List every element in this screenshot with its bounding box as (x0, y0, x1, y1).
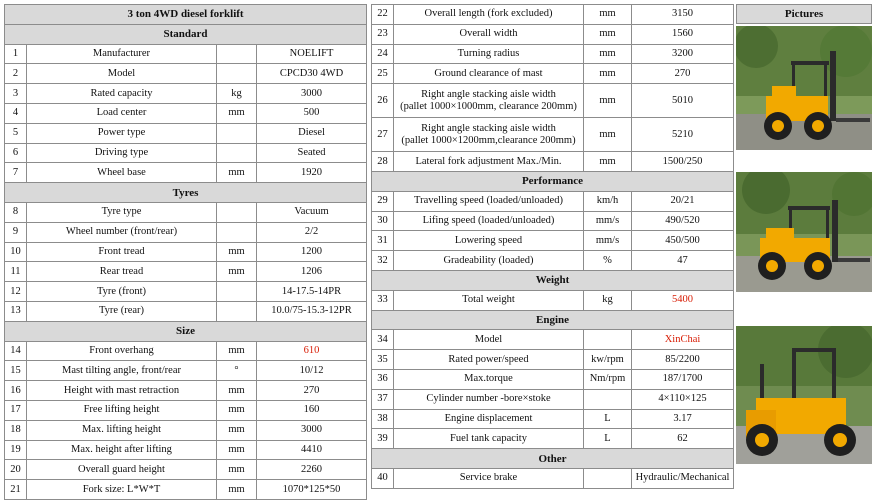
row-item: Rated power/speed (394, 350, 584, 370)
row-no: 18 (5, 420, 27, 440)
table-row (5, 242, 367, 262)
row-item: Service brake (394, 468, 584, 488)
row-no: 27 (372, 118, 394, 152)
row-unit: mm (217, 103, 257, 123)
row-unit: mm (217, 341, 257, 361)
row-unit: mm (584, 5, 632, 25)
row-value: 14-17.5-14PR (257, 282, 367, 302)
row-value: NOELIFT (257, 44, 367, 64)
row-no: 37 (372, 389, 394, 409)
row-value-highlight: XinChai (632, 330, 734, 350)
row-value: 1560 (632, 24, 734, 44)
table-row (372, 330, 734, 350)
row-value: 270 (257, 381, 367, 401)
row-unit: kg (584, 290, 632, 310)
row-no: 36 (372, 369, 394, 389)
row-item: Power type (27, 123, 217, 143)
row-item: Total weight (394, 290, 584, 310)
row-item-line1: Right angle stacking aisle width (421, 122, 556, 134)
row-unit (584, 468, 632, 488)
forklift-rear-view-icon (736, 326, 872, 464)
row-unit: ° (217, 361, 257, 381)
table-row (372, 84, 734, 118)
row-value: 3200 (632, 44, 734, 64)
table-row (372, 290, 734, 310)
row-unit: mm (217, 460, 257, 480)
table-row (372, 389, 734, 409)
row-no: 3 (5, 84, 27, 104)
row-item: Engine displacement (394, 409, 584, 429)
table-row (5, 460, 367, 480)
row-item: Wheel number (front/rear) (27, 222, 217, 242)
section-engine: Engine (372, 310, 734, 330)
forklift-photo-1 (736, 26, 872, 150)
row-value: 4×110×125 (632, 389, 734, 409)
section-size: Size (5, 321, 367, 341)
row-unit: mm (217, 163, 257, 183)
row-unit: kw/rpm (584, 350, 632, 370)
section-other: Other (372, 449, 734, 469)
row-item: Tyre (front) (27, 282, 217, 302)
row-unit: mm (217, 420, 257, 440)
row-no: 32 (372, 251, 394, 271)
row-value: 450/500 (632, 231, 734, 251)
row-unit: mm (584, 64, 632, 84)
row-value: 2260 (257, 460, 367, 480)
row-unit: mm (584, 84, 632, 118)
table-row (5, 440, 367, 460)
spec-table-left (4, 4, 367, 500)
row-value-highlight: 5400 (632, 290, 734, 310)
row-value: 10.0/75-15.3-12PR (257, 301, 367, 321)
row-no: 28 (372, 152, 394, 172)
row-item: Tyre type (27, 202, 217, 222)
spec-table-right (371, 4, 734, 489)
row-unit: kg (217, 84, 257, 104)
row-value: 20/21 (632, 191, 734, 211)
table-row (372, 409, 734, 429)
row-no: 10 (5, 242, 27, 262)
table-row (372, 5, 734, 25)
row-value: CPCD30 4WD (257, 64, 367, 84)
row-value: 85/2200 (632, 350, 734, 370)
row-value: 10/12 (257, 361, 367, 381)
table-row (5, 361, 367, 381)
row-unit: mm (584, 118, 632, 152)
table-row (372, 24, 734, 44)
row-no: 24 (372, 44, 394, 64)
table-row (372, 191, 734, 211)
row-item-line1: Right angle stacking aisle width (421, 88, 556, 100)
row-no: 8 (5, 202, 27, 222)
forklift-photo-3 (736, 326, 872, 464)
row-value-highlight: 610 (257, 341, 367, 361)
row-value: 2/2 (257, 222, 367, 242)
row-item: Lifing speed (loaded/unloaded) (394, 211, 584, 231)
row-value: Diesel (257, 123, 367, 143)
table-row (5, 123, 367, 143)
row-item: Max.torque (394, 369, 584, 389)
table-row (5, 44, 367, 64)
table-title-row (5, 5, 367, 25)
section-tyres: Tyres (5, 183, 367, 203)
row-item: Driving type (27, 143, 217, 163)
forklift-photo-2 (736, 172, 872, 292)
row-no: 33 (372, 290, 394, 310)
row-item: Model (394, 330, 584, 350)
row-item: Overall length (fork excluded) (394, 5, 584, 25)
table-row (5, 420, 367, 440)
row-item: Lateral fork adjustment Max./Min. (394, 152, 584, 172)
table-row (5, 262, 367, 282)
row-value: 3.17 (632, 409, 734, 429)
row-no: 25 (372, 64, 394, 84)
row-value: 490/520 (632, 211, 734, 231)
row-unit: mm (217, 262, 257, 282)
row-item: Rated capacity (27, 84, 217, 104)
row-unit: L (584, 429, 632, 449)
row-item: Front overhang (27, 341, 217, 361)
row-item: Travelling speed (loaded/unloaded) (394, 191, 584, 211)
row-unit (217, 282, 257, 302)
row-item: Fork size: L*W*T (27, 480, 217, 500)
row-item: Max. lifting height (27, 420, 217, 440)
row-item: Rear tread (27, 262, 217, 282)
row-no: 4 (5, 103, 27, 123)
table-row (372, 350, 734, 370)
row-value: 1206 (257, 262, 367, 282)
row-unit: Nm/rpm (584, 369, 632, 389)
table-row (5, 282, 367, 302)
table-row (5, 202, 367, 222)
row-value: 3150 (632, 5, 734, 25)
row-no: 7 (5, 163, 27, 183)
row-no: 35 (372, 350, 394, 370)
row-no: 16 (5, 381, 27, 401)
table-row (372, 429, 734, 449)
row-value: 62 (632, 429, 734, 449)
row-item: Wheel base (27, 163, 217, 183)
row-unit: mm (584, 44, 632, 64)
table-row (5, 143, 367, 163)
table-row (5, 341, 367, 361)
row-unit: mm (584, 152, 632, 172)
row-no: 20 (5, 460, 27, 480)
section-row (5, 24, 367, 44)
row-value: Seated (257, 143, 367, 163)
forklift-front-angle-icon (736, 172, 872, 292)
row-unit (217, 44, 257, 64)
row-value: 187/1700 (632, 369, 734, 389)
table-row (5, 64, 367, 84)
row-no: 9 (5, 222, 27, 242)
row-no: 29 (372, 191, 394, 211)
section-weight: Weight (372, 270, 734, 290)
row-unit (217, 301, 257, 321)
row-no: 34 (372, 330, 394, 350)
row-unit: mm (217, 480, 257, 500)
row-unit (584, 389, 632, 409)
row-item: Front tread (27, 242, 217, 262)
row-unit (217, 222, 257, 242)
row-no: 31 (372, 231, 394, 251)
row-value: 1500/250 (632, 152, 734, 172)
row-no: 30 (372, 211, 394, 231)
row-unit: mm/s (584, 211, 632, 231)
row-item: Overall width (394, 24, 584, 44)
row-no: 21 (5, 480, 27, 500)
row-item: Free lifting height (27, 400, 217, 420)
row-unit: mm (217, 242, 257, 262)
row-value: 4410 (257, 440, 367, 460)
section-performance: Performance (372, 171, 734, 191)
table-row (5, 163, 367, 183)
row-unit: mm (217, 400, 257, 420)
row-unit (584, 330, 632, 350)
table-row (5, 103, 367, 123)
table-row (372, 44, 734, 64)
table-row (5, 381, 367, 401)
row-no: 5 (5, 123, 27, 143)
row-no: 12 (5, 282, 27, 302)
table-row (5, 480, 367, 500)
row-no: 17 (5, 400, 27, 420)
section-standard: Standard (5, 24, 367, 44)
row-no: 15 (5, 361, 27, 381)
row-value: 3000 (257, 84, 367, 104)
row-value: 5010 (632, 84, 734, 118)
table-row (372, 369, 734, 389)
row-unit: mm (217, 440, 257, 460)
row-value: 3000 (257, 420, 367, 440)
row-unit (217, 64, 257, 84)
row-item: Lowering speed (394, 231, 584, 251)
forklift-side-view-icon (736, 26, 872, 150)
table-row (5, 84, 367, 104)
table-row (372, 118, 734, 152)
row-value: 47 (632, 251, 734, 271)
row-item: Load center (27, 103, 217, 123)
row-no: 13 (5, 301, 27, 321)
section-row (372, 310, 734, 330)
row-item (394, 118, 584, 152)
row-no: 26 (372, 84, 394, 118)
row-value: 1920 (257, 163, 367, 183)
row-no: 23 (372, 24, 394, 44)
row-unit: % (584, 251, 632, 271)
row-no: 38 (372, 409, 394, 429)
row-item: Cylinder number -bore×stoke (394, 389, 584, 409)
row-item: Tyre (rear) (27, 301, 217, 321)
row-item: Max. height after lifting (27, 440, 217, 460)
row-item: Mast tilting angle, front/rear (27, 361, 217, 381)
row-item-line2: (pallet 1000×1000mm, clearance 200mm) (400, 100, 577, 112)
table-row (5, 301, 367, 321)
row-no: 19 (5, 440, 27, 460)
row-no: 14 (5, 341, 27, 361)
row-item: Overall guard height (27, 460, 217, 480)
row-item: Manufacturer (27, 44, 217, 64)
pictures-column (736, 4, 872, 496)
table-row (372, 231, 734, 251)
row-item: Turning radius (394, 44, 584, 64)
row-value: Hydraulic/Mechanical (632, 468, 734, 488)
section-row (372, 171, 734, 191)
table-row (372, 251, 734, 271)
row-unit (217, 123, 257, 143)
row-item: Height with mast retraction (27, 381, 217, 401)
row-unit: L (584, 409, 632, 429)
row-unit (217, 202, 257, 222)
row-item: Ground clearance of mast (394, 64, 584, 84)
row-no: 1 (5, 44, 27, 64)
row-value: 160 (257, 400, 367, 420)
row-unit: mm/s (584, 231, 632, 251)
row-unit: mm (217, 381, 257, 401)
table-row (372, 64, 734, 84)
row-item (394, 84, 584, 118)
row-no: 11 (5, 262, 27, 282)
section-row (372, 270, 734, 290)
row-no: 6 (5, 143, 27, 163)
row-value: Vacuum (257, 202, 367, 222)
row-no: 40 (372, 468, 394, 488)
table-row (372, 211, 734, 231)
table-row (372, 468, 734, 488)
row-value: 5210 (632, 118, 734, 152)
row-item: Fuel tank capacity (394, 429, 584, 449)
row-no: 39 (372, 429, 394, 449)
row-no: 2 (5, 64, 27, 84)
table-title: 3 ton 4WD diesel forklift (5, 5, 367, 25)
row-item-line2: (pallet 1000×1200mm,clearance 200mm) (401, 134, 576, 146)
section-row (5, 183, 367, 203)
row-value: 500 (257, 103, 367, 123)
table-row (372, 152, 734, 172)
row-value: 1070*125*50 (257, 480, 367, 500)
section-row (5, 321, 367, 341)
row-value: 1200 (257, 242, 367, 262)
row-value: 270 (632, 64, 734, 84)
row-unit: km/h (584, 191, 632, 211)
row-no: 22 (372, 5, 394, 25)
row-item: Gradeability (loaded) (394, 251, 584, 271)
row-item: Model (27, 64, 217, 84)
table-row (5, 400, 367, 420)
table-row (5, 222, 367, 242)
row-unit (217, 143, 257, 163)
pictures-header: Pictures (736, 4, 872, 24)
section-row (372, 449, 734, 469)
row-unit: mm (584, 24, 632, 44)
